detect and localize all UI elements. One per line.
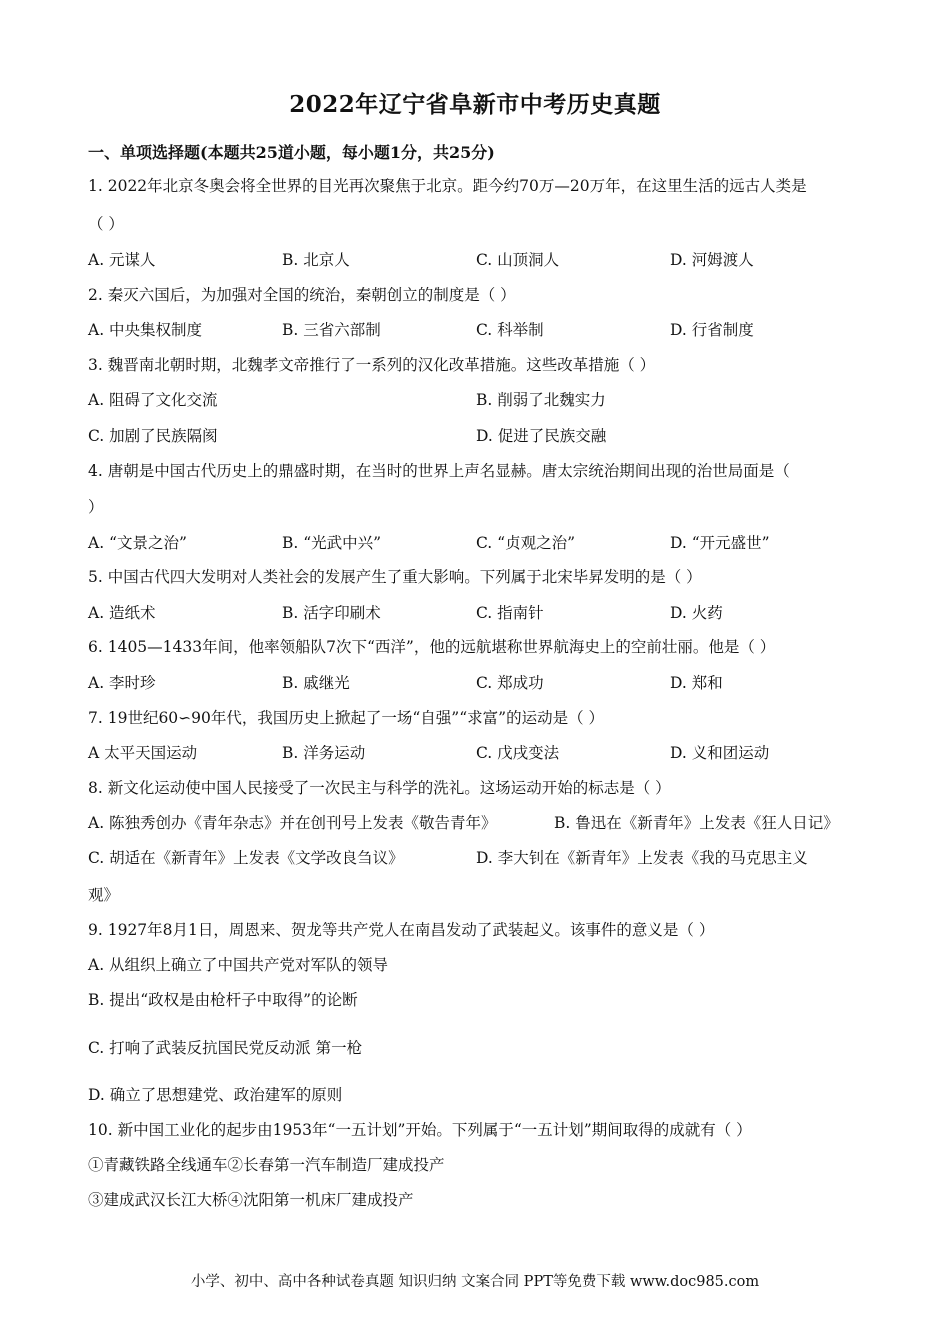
q7-option-a: A 太平天国运动 <box>88 744 198 762</box>
question-5-stem: 5. 中国古代四大发明对人类社会的发展产生了重大影响。下列属于北宋毕昇发明的是（ ） <box>88 568 702 586</box>
q7-option-b: B. 洋务运动 <box>282 744 366 762</box>
page-title: 2022年辽宁省阜新市中考历史真题 <box>289 91 661 118</box>
q7-option-c: C. 戊戌变法 <box>476 744 560 762</box>
question-10-stem: 10. 新中国工业化的起步由1953年“一五计划”开始。下列属于“一五计划”期间取得的成就有（ ） <box>88 1121 752 1139</box>
q6-option-c: C. 郑成功 <box>476 674 544 692</box>
q5-option-a: A. 造纸术 <box>88 604 156 622</box>
q9-option-b: B. 提出“政权是由枪杆子中取得”的论断 <box>88 991 358 1009</box>
q2-option-a: A. 中央集权制度 <box>88 321 203 339</box>
question-6-stem: 6. 1405—1433年间，他率领船队7次下“西洋”，他的远航堪称世界航海史上的空前壮丽。他是（ ） <box>88 638 776 656</box>
question-3-stem: 3. 魏晋南北朝时期，北魏孝文帝推行了一系列的汉化改革措施。这些改革措施（ ） <box>88 356 656 374</box>
q4-option-d: D. “开元盛世” <box>670 534 770 552</box>
q6-option-a: A. 李时珍 <box>88 674 156 692</box>
q4-option-a: A. “文景之治” <box>88 534 187 552</box>
q2-option-d: D. 行省制度 <box>670 321 754 339</box>
question-8-stem: 8. 新文化运动使中国人民接受了一次民主与科学的洗礼。这场运动开始的标志是（ ） <box>88 779 671 797</box>
q6-option-b: B. 戚继光 <box>282 674 350 692</box>
q4-option-c: C. “贞观之治” <box>476 534 576 552</box>
q8-option-d-cont: 观》 <box>88 886 120 904</box>
q3-option-b: B. 削弱了北魏实力 <box>476 391 606 409</box>
q1-option-c: C. 山顶洞人 <box>476 251 560 269</box>
q9-option-a: A. 从组织上确立了中国共产党对军队的领导 <box>88 956 389 974</box>
q1-option-a: A. 元谋人 <box>88 251 156 269</box>
q5-option-b: B. 活字印刷术 <box>282 604 381 622</box>
q8-option-a: A. 陈独秀创办《青年杂志》并在创刊号上发表《敬告青年》 <box>88 814 497 832</box>
q8-option-d: D. 李大钊在《新青年》上发表《我的马克思主义 <box>476 849 808 867</box>
footer-text: 小学、初中、高中各种试卷真题 知识归纳 文案合同 PPT等免费下载 www.doc985.com <box>190 1274 760 1290</box>
q9-option-c: C. 打响了武装反抗国民党反动派 第一枪 <box>88 1039 363 1057</box>
question-9-stem: 9. 1927年8月1日，周恩来、贺龙等共产党人在南昌发动了武装起义。该事件的意义是（ ） <box>88 921 715 939</box>
q3-option-a: A. 阻碍了文化交流 <box>88 391 218 409</box>
q3-option-d: D. 促进了民族交融 <box>476 427 607 445</box>
q2-option-c: C. 科举制 <box>476 321 544 339</box>
q8-option-b: B. 鲁迅在《新青年》上发表《狂人日记》 <box>554 814 839 832</box>
q10-item-1: ①青藏铁路全线通车②长春第一汽车制造厂建成投产 <box>88 1156 445 1174</box>
q1-option-d: D. 河姆渡人 <box>670 251 754 269</box>
question-2-stem: 2. 秦灭六国后，为加强对全国的统治，秦朝创立的制度是（ ） <box>88 286 516 304</box>
section-heading: 一、单项选择题(本题共25道小题，每小题1分，共25分) <box>88 143 495 162</box>
question-4-stem-cont: ） <box>88 498 104 516</box>
q8-option-c: C. 胡适在《新青年》上发表《文学改良刍议》 <box>88 849 404 867</box>
question-1-stem-cont: （ ） <box>88 215 124 233</box>
q6-option-d: D. 郑和 <box>670 674 723 692</box>
q10-item-2: ③建成武汉长江大桥④沈阳第一机床厂建成投产 <box>88 1191 414 1209</box>
q5-option-c: C. 指南针 <box>476 604 544 622</box>
q7-option-d: D. 义和团运动 <box>670 744 770 762</box>
q4-option-b: B. “光武中兴” <box>282 534 382 552</box>
q5-option-d: D. 火药 <box>670 604 723 622</box>
question-4-stem: 4. 唐朝是中国古代历史上的鼎盛时期，在当时的世界上声名显赫。唐太宗统治期间出现的治世局面是（ <box>88 462 790 480</box>
question-1-stem: 1. 2022年北京冬奥会将全世界的目光再次聚焦于北京。距今约70万—20万年，在这里生活的远古人类是 <box>88 177 807 195</box>
q2-option-b: B. 三省六部制 <box>282 321 381 339</box>
q3-option-c: C. 加剧了民族隔阂 <box>88 427 218 445</box>
q1-option-b: B. 北京人 <box>282 251 350 269</box>
question-7-stem: 7. 19世纪60∽90年代，我国历史上掀起了一场“自强”“求富”的运动是（ ） <box>88 709 604 727</box>
q9-option-d: D. 确立了思想建党、政治建军的原则 <box>88 1086 343 1104</box>
